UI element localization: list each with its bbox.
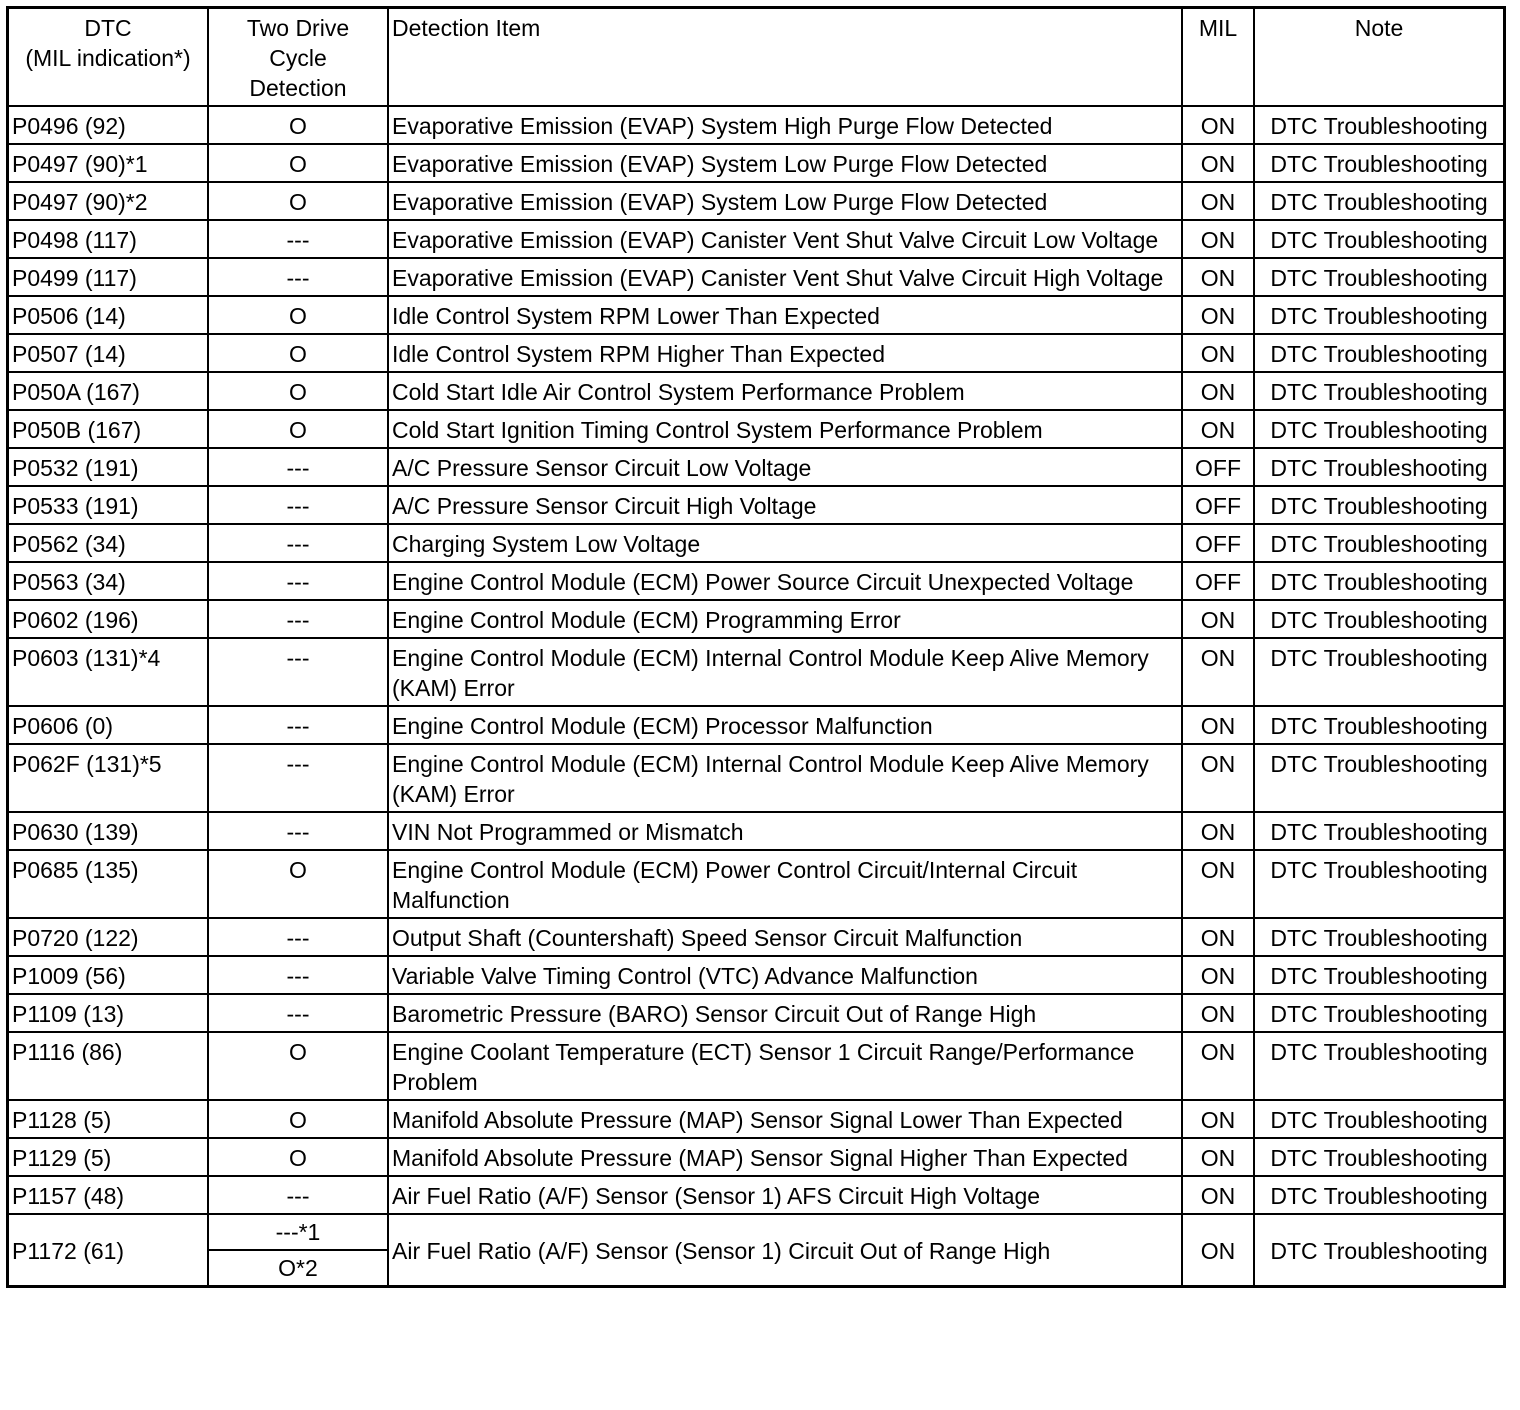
detection-item: Engine Control Module (ECM) Power Source Circuit Unexpected Voltage [388,562,1182,600]
mil-status: ON [1182,258,1254,296]
table-row [8,850,1505,918]
table-row [8,486,1505,524]
note-link: DTC Troubleshooting [1254,410,1505,448]
two-drive-cycle: O [208,1138,388,1176]
table-row [8,1032,1505,1100]
detection-item: Variable Valve Timing Control (VTC) Advance Malfunction [388,956,1182,994]
mil-status: OFF [1182,562,1254,600]
detection-item: Evaporative Emission (EVAP) Canister Vent Shut Valve Circuit High Voltage [388,258,1182,296]
mil-status: ON [1182,638,1254,706]
mil-status: ON [1182,220,1254,258]
detection-item: Engine Control Module (ECM) Internal Control Module Keep Alive Memory (KAM) Error [388,638,1182,706]
dtc-code: P0685 (135) [8,850,209,918]
dtc-code: P1009 (56) [8,956,209,994]
dtc-code: P062F (131)*5 [8,744,209,812]
detection-item: Manifold Absolute Pressure (MAP) Sensor Signal Lower Than Expected [388,1100,1182,1138]
detection-item: A/C Pressure Sensor Circuit High Voltage [388,486,1182,524]
note-link: DTC Troubleshooting [1254,372,1505,410]
note-link: DTC Troubleshooting [1254,258,1505,296]
detection-item: Output Shaft (Countershaft) Speed Sensor Circuit Malfunction [388,918,1182,956]
two-drive-cycle: --- [208,448,388,486]
table-row [8,600,1505,638]
two-drive-cycle: --- [208,706,388,744]
detection-item: A/C Pressure Sensor Circuit Low Voltage [388,448,1182,486]
two-drive-cycle: --- [208,524,388,562]
dtc-code: P050A (167) [8,372,209,410]
detection-item: VIN Not Programmed or Mismatch [388,812,1182,850]
detection-item: Engine Coolant Temperature (ECT) Sensor 1 Circuit Range/Performance Problem [388,1032,1182,1100]
note-link: DTC Troubleshooting [1254,706,1505,744]
two-drive-cycle: --- [208,220,388,258]
detection-item: Idle Control System RPM Higher Than Expected [388,334,1182,372]
detection-item: Engine Control Module (ECM) Power Control Circuit/Internal Circuit Malfunction [388,850,1182,918]
dtc-code: P0497 (90)*1 [8,144,209,182]
table-row [8,410,1505,448]
mil-status: ON [1182,706,1254,744]
dtc-code: P1116 (86) [8,1032,209,1100]
table-row [8,956,1505,994]
two-drive-cycle: O [208,1100,388,1138]
detection-item: Cold Start Idle Air Control System Performance Problem [388,372,1182,410]
two-drive-cycle: O [208,334,388,372]
detection-item: Barometric Pressure (BARO) Sensor Circuit Out of Range High [388,994,1182,1032]
table-body [8,106,1505,1287]
detection-item: Charging System Low Voltage [388,524,1182,562]
note-link: DTC Troubleshooting [1254,744,1505,812]
table-row [8,918,1505,956]
mil-status: ON [1182,410,1254,448]
dtc-code: P1157 (48) [8,1176,209,1214]
two-drive-cycle: O [208,182,388,220]
table-row [8,296,1505,334]
dtc-code: P0497 (90)*2 [8,182,209,220]
header-row [8,8,1505,107]
detection-item: Evaporative Emission (EVAP) System High Purge Flow Detected [388,106,1182,144]
dtc-code: P1172 (61) [8,1214,209,1287]
mil-status: ON [1182,600,1254,638]
dtc-table [6,6,1506,1288]
two-drive-cycle: --- [208,562,388,600]
note-link: DTC Troubleshooting [1254,486,1505,524]
dtc-code: P1128 (5) [8,1100,209,1138]
dtc-code: P0496 (92) [8,106,209,144]
mil-status: ON [1182,1100,1254,1138]
two-drive-cycle: O [208,144,388,182]
two-drive-cycle: O [208,850,388,918]
dtc-code: P0562 (34) [8,524,209,562]
note-link: DTC Troubleshooting [1254,296,1505,334]
note-link: DTC Troubleshooting [1254,524,1505,562]
mil-status: ON [1182,850,1254,918]
two-drive-cycle: O [208,410,388,448]
table-row [8,144,1505,182]
two-drive-cycle: --- [208,956,388,994]
note-link: DTC Troubleshooting [1254,334,1505,372]
table-row [8,706,1505,744]
dtc-code: P0606 (0) [8,706,209,744]
mil-status: ON [1182,1214,1254,1287]
two-drive-cycle-a: ---*1 [208,1214,388,1250]
mil-status: ON [1182,182,1254,220]
note-link: DTC Troubleshooting [1254,600,1505,638]
detection-item: Engine Control Module (ECM) Processor Malfunction [388,706,1182,744]
dtc-code: P0507 (14) [8,334,209,372]
table-row [8,812,1505,850]
detection-item: Evaporative Emission (EVAP) System Low Purge Flow Detected [388,144,1182,182]
header-note: Note [1254,8,1505,107]
header-mil: MIL [1182,8,1254,107]
table-row [8,372,1505,410]
dtc-code: P0499 (117) [8,258,209,296]
dtc-code: P0630 (139) [8,812,209,850]
two-drive-cycle: --- [208,994,388,1032]
note-link: DTC Troubleshooting [1254,956,1505,994]
two-drive-cycle-b: O*2 [208,1250,388,1287]
mil-status: ON [1182,106,1254,144]
dtc-code: P1129 (5) [8,1138,209,1176]
mil-status: ON [1182,1138,1254,1176]
dtc-code: P0532 (191) [8,448,209,486]
two-drive-cycle: O [208,106,388,144]
two-drive-cycle: --- [208,918,388,956]
mil-status: ON [1182,296,1254,334]
table-row [8,744,1505,812]
table-row [8,1138,1505,1176]
dtc-code: P1109 (13) [8,994,209,1032]
detection-item: Cold Start Ignition Timing Control System Performance Problem [388,410,1182,448]
detection-item: Idle Control System RPM Lower Than Expected [388,296,1182,334]
note-link: DTC Troubleshooting [1254,144,1505,182]
two-drive-cycle: --- [208,600,388,638]
detection-item: Manifold Absolute Pressure (MAP) Sensor Signal Higher Than Expected [388,1138,1182,1176]
note-link: DTC Troubleshooting [1254,812,1505,850]
table-row [8,1214,1505,1250]
table-row [8,1176,1505,1214]
note-link: DTC Troubleshooting [1254,994,1505,1032]
table-row [8,1100,1505,1138]
two-drive-cycle: --- [208,744,388,812]
dtc-code: P0498 (117) [8,220,209,258]
note-link: DTC Troubleshooting [1254,638,1505,706]
two-drive-cycle: --- [208,638,388,706]
mil-status: ON [1182,956,1254,994]
mil-status: ON [1182,1176,1254,1214]
header-dtc [8,8,209,107]
table-row [8,334,1505,372]
mil-status: ON [1182,144,1254,182]
two-drive-cycle: O [208,1032,388,1100]
two-drive-cycle: --- [208,486,388,524]
dtc-code: P0506 (14) [8,296,209,334]
table-row [8,524,1505,562]
note-link: DTC Troubleshooting [1254,1176,1505,1214]
dtc-code: P050B (167) [8,410,209,448]
note-link: DTC Troubleshooting [1254,1214,1505,1287]
table-row [8,106,1505,144]
two-drive-cycle: --- [208,1176,388,1214]
detection-item: Engine Control Module (ECM) Programming Error [388,600,1182,638]
table-row [8,182,1505,220]
note-link: DTC Troubleshooting [1254,106,1505,144]
table-row [8,638,1505,706]
table-row [8,258,1505,296]
header-dtc-line1: DTC (MIL indication*) [25,15,191,71]
note-link: DTC Troubleshooting [1254,850,1505,918]
table-row [8,994,1505,1032]
table-row [8,562,1505,600]
dtc-code: P0720 (122) [8,918,209,956]
mil-status: ON [1182,744,1254,812]
mil-status: ON [1182,1032,1254,1100]
detection-item: Evaporative Emission (EVAP) System Low Purge Flow Detected [388,182,1182,220]
two-drive-cycle: O [208,296,388,334]
detection-item: Air Fuel Ratio (A/F) Sensor (Sensor 1) AFS Circuit High Voltage [388,1176,1182,1214]
dtc-code: P0533 (191) [8,486,209,524]
mil-status: ON [1182,334,1254,372]
detection-item: Engine Control Module (ECM) Internal Control Module Keep Alive Memory (KAM) Error [388,744,1182,812]
note-link: DTC Troubleshooting [1254,182,1505,220]
table-row [8,220,1505,258]
note-link: DTC Troubleshooting [1254,1138,1505,1176]
dtc-code: P0603 (131)*4 [8,638,209,706]
header-two-drive [208,8,388,107]
note-link: DTC Troubleshooting [1254,448,1505,486]
mil-status: OFF [1182,448,1254,486]
note-link: DTC Troubleshooting [1254,562,1505,600]
header-detection-item: Detection Item [388,8,1182,107]
table-row [8,448,1505,486]
dtc-code: P0563 (34) [8,562,209,600]
mil-status: ON [1182,812,1254,850]
note-link: DTC Troubleshooting [1254,1032,1505,1100]
mil-status: ON [1182,372,1254,410]
mil-status: OFF [1182,486,1254,524]
note-link: DTC Troubleshooting [1254,1100,1505,1138]
two-drive-cycle: --- [208,812,388,850]
two-drive-cycle: --- [208,258,388,296]
two-drive-cycle: O [208,372,388,410]
mil-status: ON [1182,918,1254,956]
mil-status: OFF [1182,524,1254,562]
header-two-drive-label: Two Drive Cycle Detection [246,15,350,101]
dtc-code: P0602 (196) [8,600,209,638]
detection-item: Air Fuel Ratio (A/F) Sensor (Sensor 1) Circuit Out of Range High [388,1214,1182,1287]
note-link: DTC Troubleshooting [1254,220,1505,258]
mil-status: ON [1182,994,1254,1032]
note-link: DTC Troubleshooting [1254,918,1505,956]
detection-item: Evaporative Emission (EVAP) Canister Vent Shut Valve Circuit Low Voltage [388,220,1182,258]
